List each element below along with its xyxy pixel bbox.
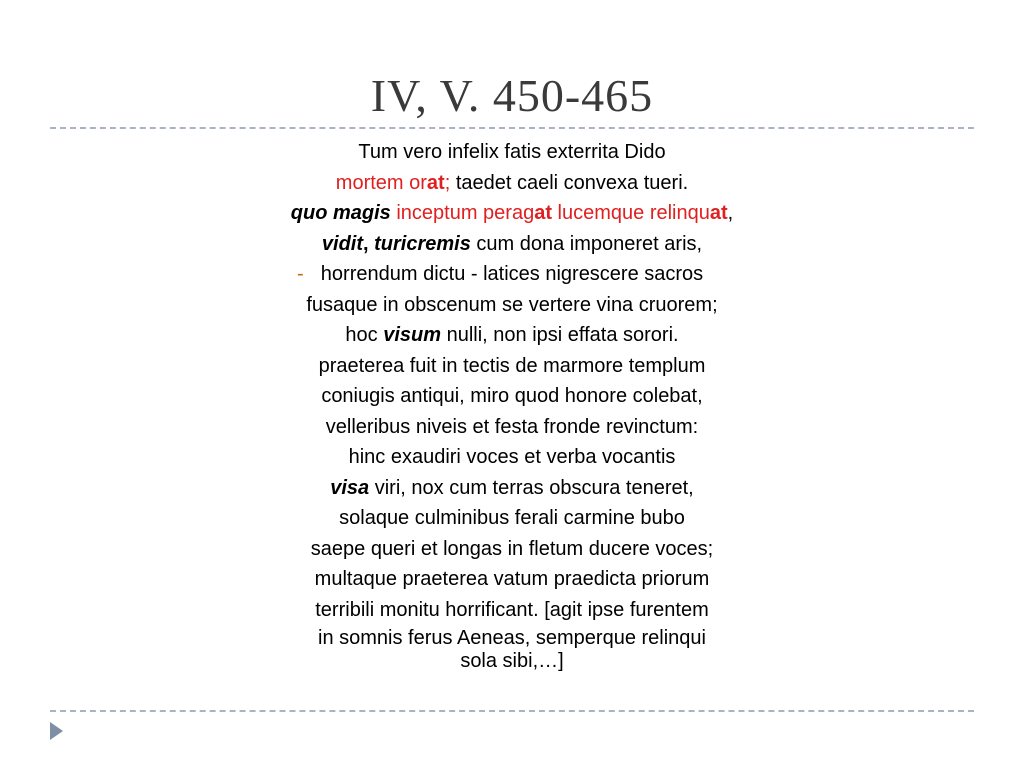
verse-line-4 bbox=[0, 229, 1024, 260]
verse-line-9 bbox=[0, 381, 1024, 412]
slide-title: IV, V. 450-465 bbox=[370, 70, 654, 121]
verse-emphasis: visum bbox=[383, 324, 442, 346]
verse-text: cum dona imponeret aris, bbox=[470, 232, 703, 255]
verse-text: hinc exaudiri voces et verba vocantis bbox=[348, 446, 676, 468]
triangle-arrow-icon bbox=[50, 722, 63, 740]
verse-text: coniugis antiqui, miro quod honore colebat, bbox=[321, 385, 703, 407]
verse-text: in somnis ferus Aeneas, semperque relinqui bbox=[318, 627, 706, 649]
verse-text: nulli, non ipsi effata sorori. bbox=[441, 324, 679, 346]
verse-text: viri, nox cum terras obscura teneret, bbox=[369, 476, 694, 499]
footer-divider bbox=[50, 710, 974, 712]
verse-text: fusaque in obscenum se vertere vina cruorem; bbox=[306, 293, 718, 316]
verse-block bbox=[0, 137, 1024, 671]
verse-line-1 bbox=[0, 137, 1024, 168]
verse-text: sola sibi,…] bbox=[460, 650, 564, 672]
verse-line-8 bbox=[0, 351, 1024, 382]
verse-line-12 bbox=[0, 473, 1024, 504]
verse-line-13 bbox=[0, 503, 1024, 534]
verse-emphasis: turicremis bbox=[374, 232, 471, 255]
verse-line-15 bbox=[0, 564, 1024, 595]
verse-line-3 bbox=[0, 198, 1024, 229]
verse-highlight: mortem or bbox=[335, 171, 427, 194]
verse-highlight: lucemque relinqu bbox=[552, 202, 710, 224]
verse-text: Tum vero infelix fatis exterrita Dido bbox=[358, 141, 666, 163]
verse-highlight-bold: at bbox=[426, 171, 445, 194]
verse-text: hoc bbox=[345, 324, 384, 346]
verse-line-5 bbox=[0, 259, 1024, 290]
verse-line-16 bbox=[0, 595, 1024, 626]
verse-text: taedet caeli convexa tueri. bbox=[455, 171, 689, 194]
verse-line-18 bbox=[0, 651, 1024, 671]
verse-line-7 bbox=[0, 320, 1024, 351]
verse-highlight: ; bbox=[444, 171, 456, 194]
title-divider bbox=[50, 127, 974, 129]
verse-emphasis: quo magis bbox=[290, 202, 391, 224]
verse-text: praeterea fuit in tectis de marmore templum bbox=[318, 354, 706, 377]
verse-highlight-bold: at bbox=[709, 202, 728, 224]
verse-line-6 bbox=[0, 290, 1024, 321]
verse-line-17 bbox=[0, 625, 1024, 651]
list-dash-marker: - bbox=[297, 263, 304, 285]
verse-line-10 bbox=[0, 412, 1024, 443]
verse-line-11 bbox=[0, 442, 1024, 473]
verse-text: , bbox=[727, 202, 734, 224]
verse-line-14 bbox=[0, 534, 1024, 565]
verse-text: solaque culminibus ferali carmine bubo bbox=[339, 507, 685, 529]
verse-highlight: inceptum perag bbox=[390, 202, 535, 224]
verse-line-2 bbox=[0, 168, 1024, 199]
verse-emphasis: vidit bbox=[321, 232, 364, 255]
verse-text: saepe queri et longas in fletum ducere voces; bbox=[310, 537, 714, 560]
verse-text-bold: , bbox=[363, 232, 375, 255]
verse-text: multaque praeterea vatum praedicta priorum bbox=[314, 568, 710, 590]
verse-text: terribili monitu horrificant. [agit ipse furentem bbox=[315, 598, 709, 621]
verse-highlight-bold: at bbox=[534, 202, 552, 224]
verse-text: horrendum dictu - latices nigrescere sacros bbox=[320, 263, 704, 285]
verse-emphasis: visa bbox=[330, 476, 370, 499]
verse-text: velleribus niveis et festa fronde revinctum: bbox=[325, 415, 699, 438]
